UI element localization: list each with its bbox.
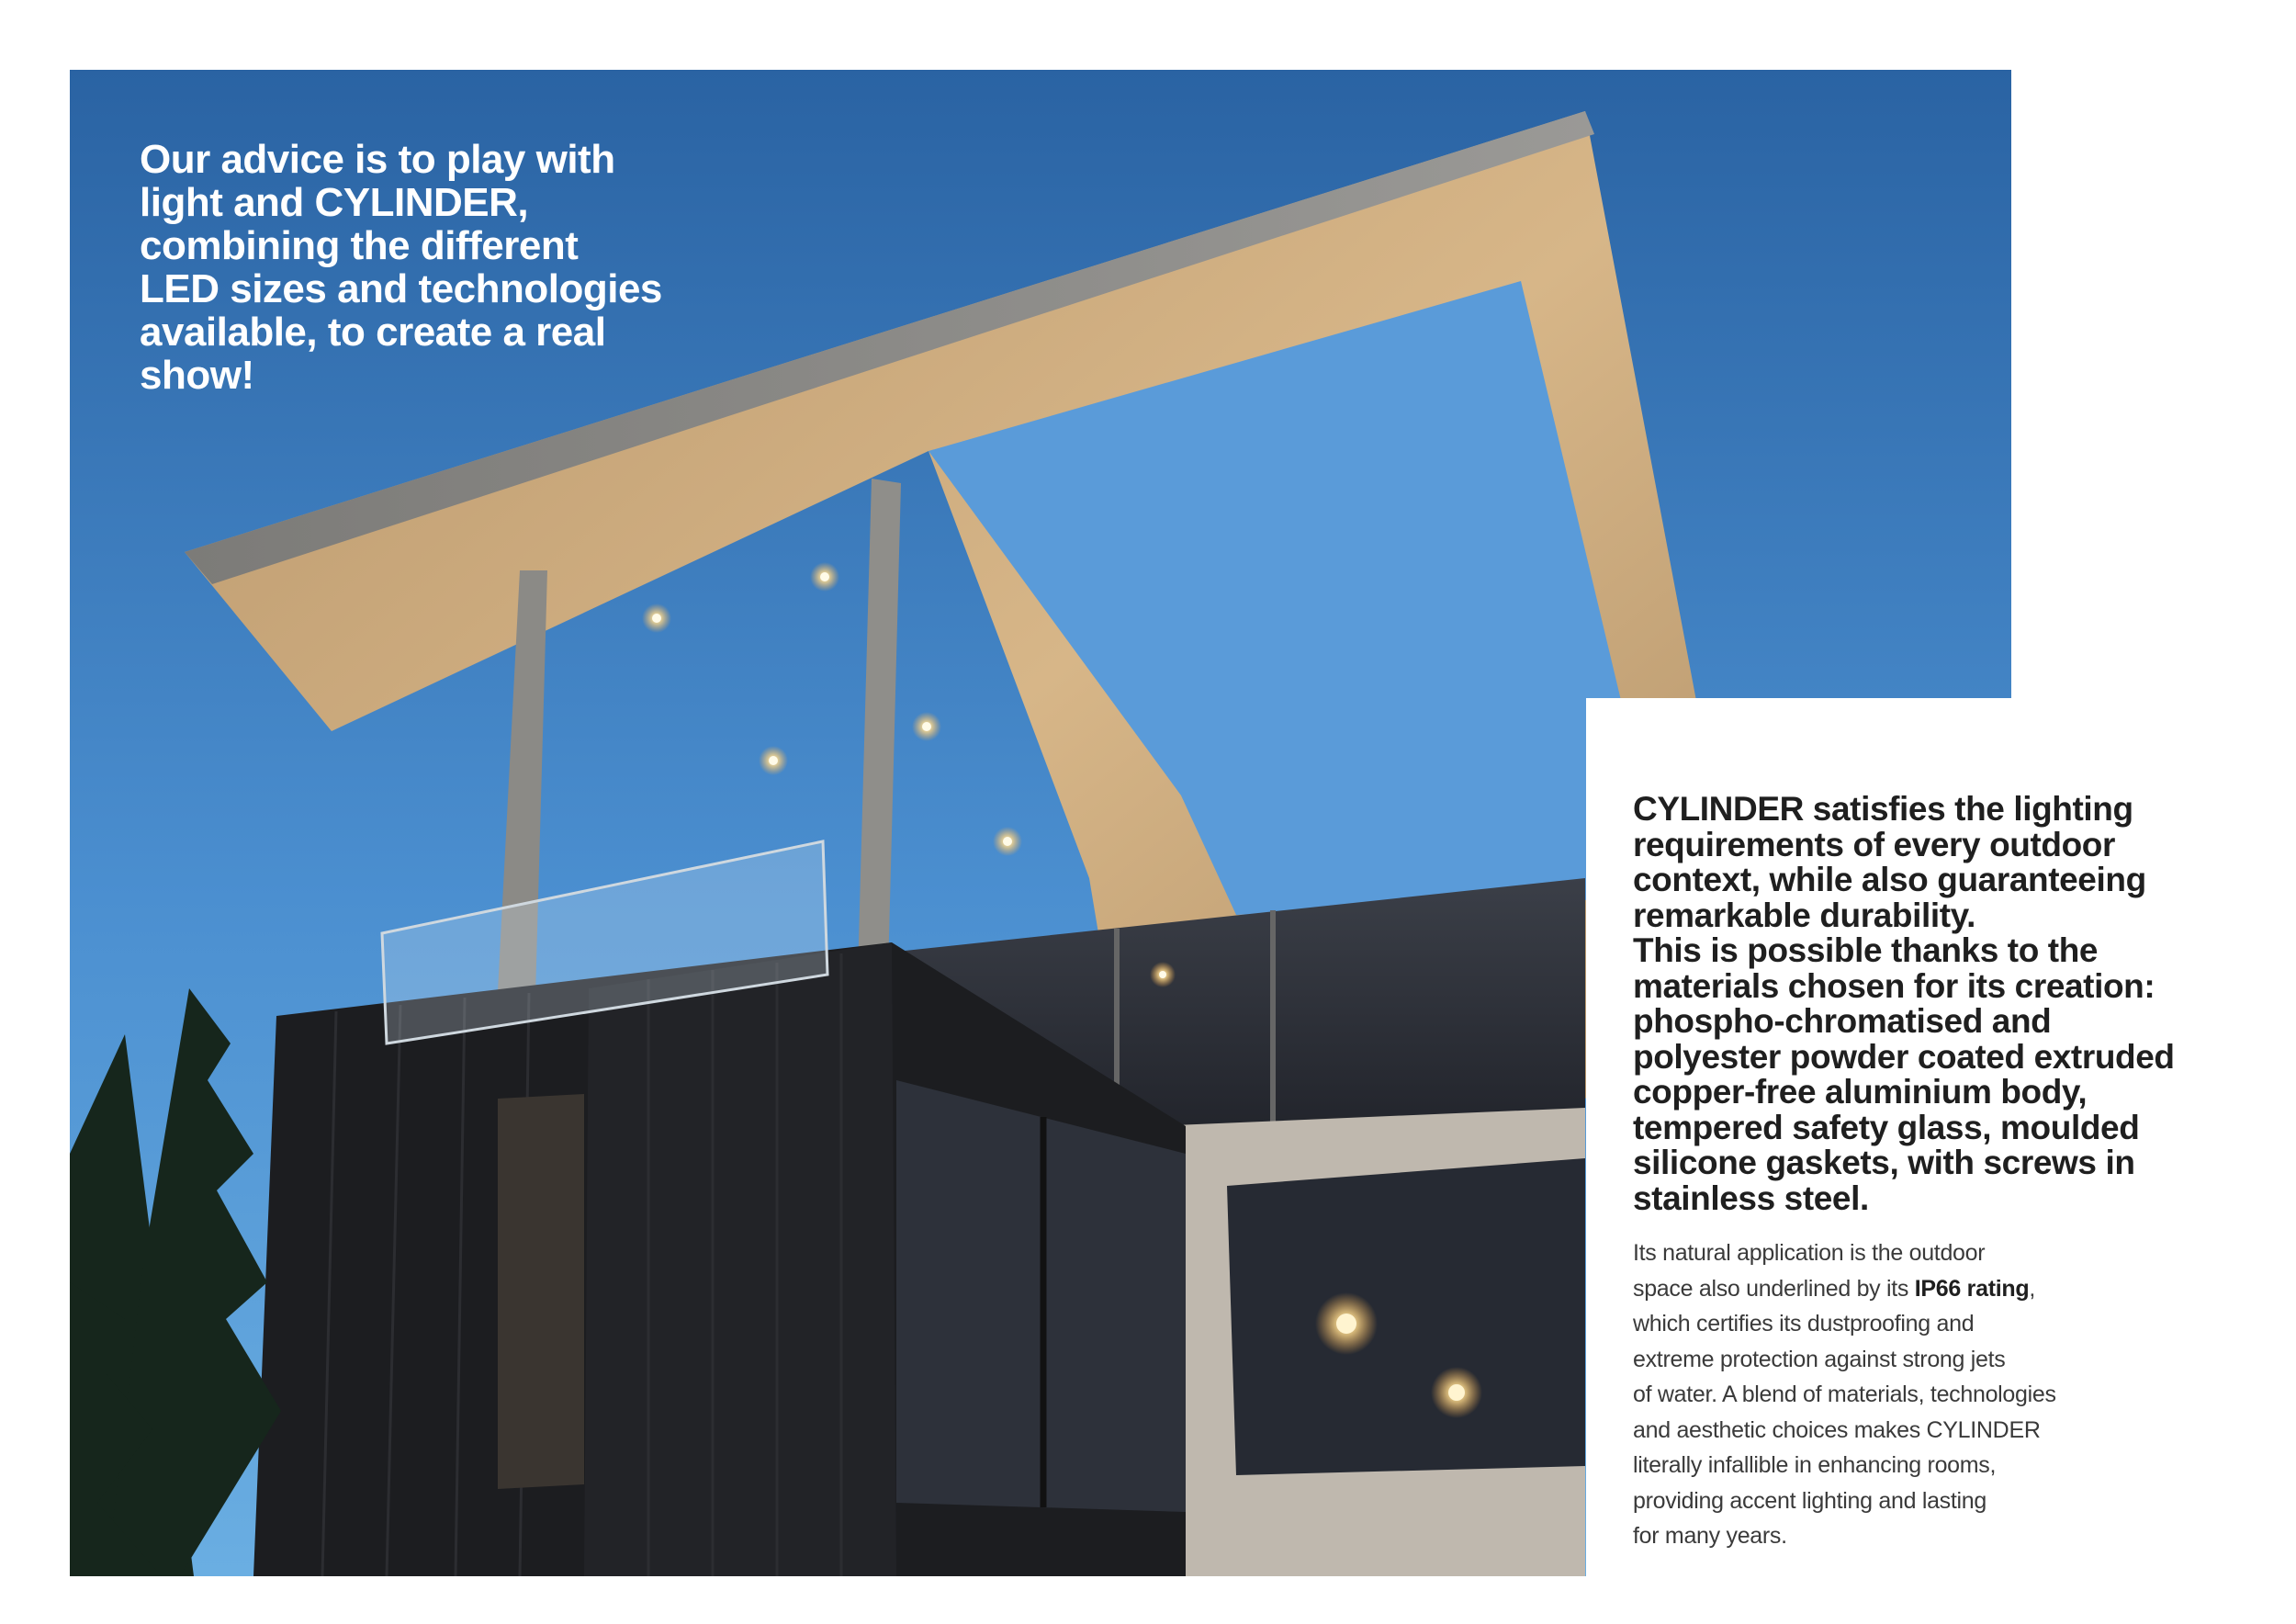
body-paragraph: [1633, 1235, 2147, 1554]
overlay-line: Our advice is to play with: [140, 137, 615, 182]
lower-window: [1227, 1158, 1585, 1475]
lead-line: context, while also guaranteeing: [1633, 861, 2146, 898]
body-line: [1633, 1271, 2147, 1307]
overlay-line: show!: [140, 353, 254, 398]
body-line: of water. A blend of materials, technologies: [1633, 1382, 2056, 1407]
body-line: extreme protection against strong jets: [1633, 1346, 2006, 1372]
lead-line: remarkable durability.: [1633, 896, 1975, 934]
body-line: and aesthetic choices makes CYLINDER: [1633, 1416, 2041, 1443]
lead-paragraph: [1633, 792, 2202, 1216]
overlay-line: available, to create a real: [140, 310, 606, 355]
lead-line: polyester powder coated extruded: [1633, 1037, 2175, 1076]
body-line: Its natural application is the outdoor: [1633, 1240, 1986, 1266]
lead-line: phospho-chromatised and: [1633, 1002, 2052, 1040]
lead-line: CYLINDER satisfies the lighting: [1633, 790, 2133, 828]
entry-door: [498, 1094, 584, 1489]
ip66-rating-highlight: IP66 rating: [1914, 1275, 2030, 1302]
overlay-line: combining the different: [140, 223, 579, 268]
body-line: for many years.: [1633, 1523, 1787, 1549]
overlay-line: LED sizes and technologies: [140, 266, 662, 311]
body-line: which certifies its dustproofing and: [1633, 1311, 1975, 1336]
body-text: space also underlined by its: [1633, 1275, 1915, 1302]
body-text: ,: [2029, 1275, 2035, 1302]
lead-line: copper-free aluminium body,: [1633, 1073, 2088, 1111]
lead-line: This is possible thanks to the: [1633, 931, 2099, 969]
lead-line: requirements of every outdoor: [1633, 825, 2116, 863]
lead-line: silicone gaskets, with screws in: [1633, 1144, 2135, 1181]
lead-line: materials chosen for its creation:: [1633, 966, 2155, 1005]
photo-overlay-caption: [140, 138, 709, 397]
overlay-line: light and CYLINDER,: [140, 180, 529, 225]
lead-line: stainless steel.: [1633, 1179, 1869, 1217]
lead-line: tempered safety glass, moulded: [1633, 1108, 2140, 1146]
body-line: providing accent lighting and lasting: [1633, 1487, 1986, 1514]
body-line: literally infallible in enhancing rooms,: [1633, 1452, 1997, 1478]
